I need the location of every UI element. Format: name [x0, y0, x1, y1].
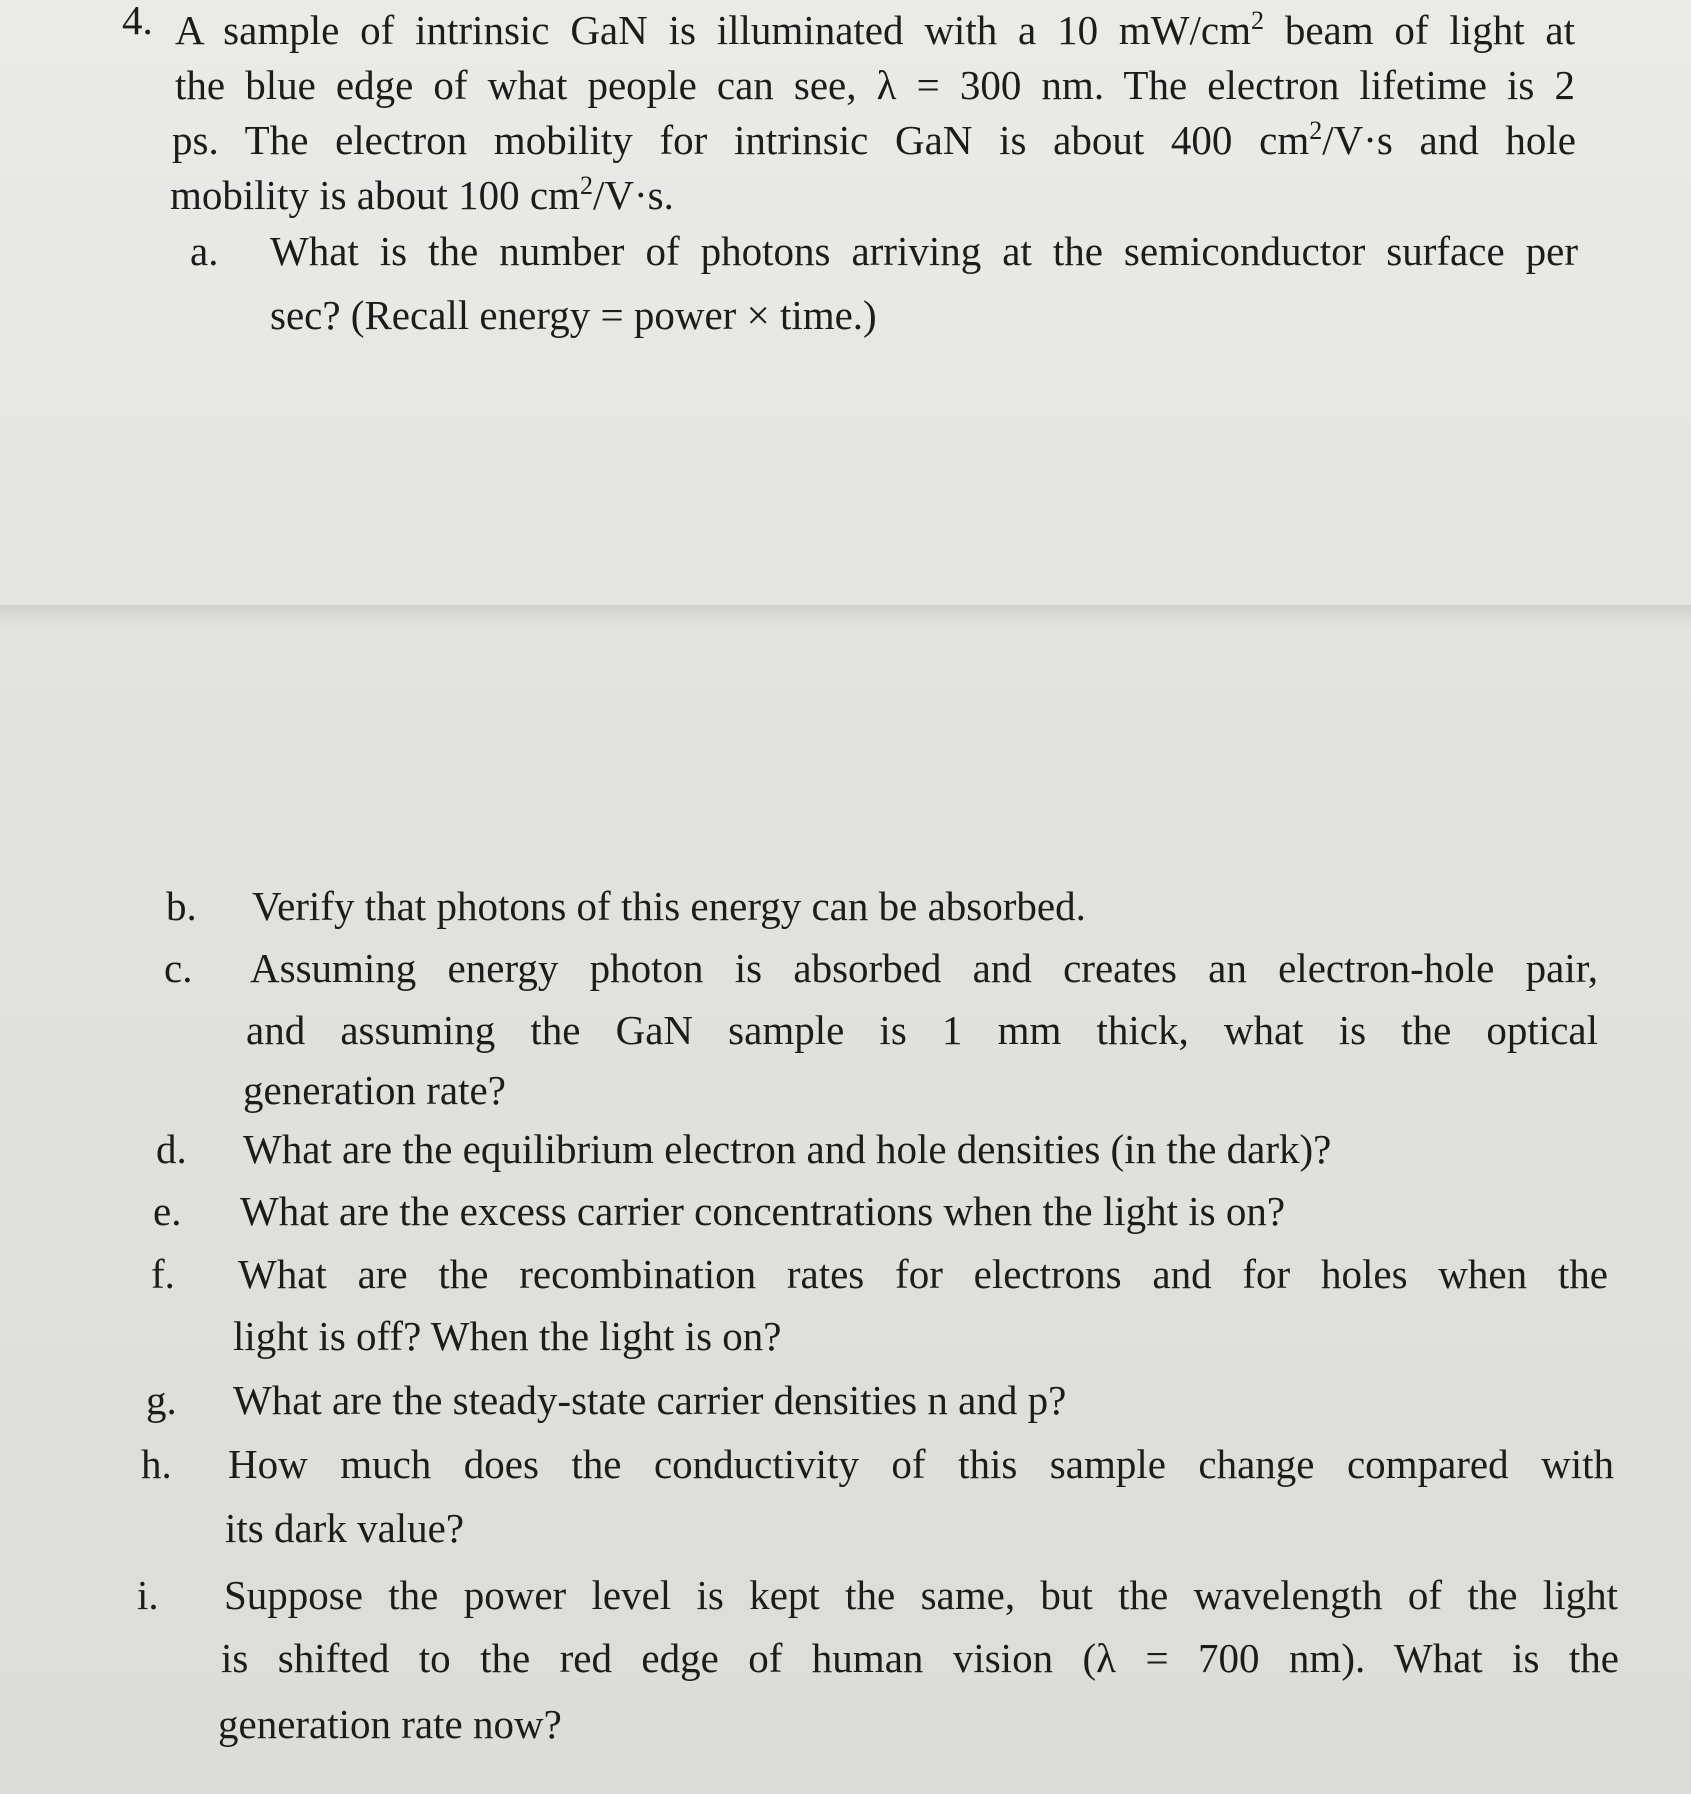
- page-fold: [0, 605, 1691, 627]
- part-c-line-3: generation rate?: [243, 1067, 506, 1113]
- part-g-line-1: What are the steady-state carrier densities n and p?: [233, 1377, 1067, 1423]
- part-h-marker: h.: [141, 1441, 172, 1487]
- part-i-line-3: generation rate now?: [218, 1701, 562, 1747]
- problem-intro-line-3: ps. The electron mobility for intrinsic GaN is about 400 $cm^2/V\cdot s$ and hole: [172, 116, 1576, 163]
- part-e-marker: e.: [153, 1188, 182, 1234]
- part-d-line-1: What are the equilibrium electron and hole densities (in the dark)?: [243, 1126, 1332, 1172]
- part-c-marker: c.: [164, 945, 193, 991]
- problem-number: 4.: [122, 0, 153, 43]
- problem-intro-line-2: the blue edge of what people can see, λ = 300 nm. The electron lifetime is 2: [175, 62, 1575, 108]
- part-c-line-2: and assuming the GaN sample is 1 mm thick, what is the optical: [246, 1007, 1598, 1053]
- part-a-marker: a.: [190, 228, 219, 274]
- part-b-line-1: Verify that photons of this energy can be absorbed.: [252, 883, 1086, 929]
- part-i-line-2: is shifted to the red edge of human vision (λ = 700 nm). What is the: [221, 1635, 1619, 1681]
- part-h-line-2: its dark value?: [225, 1505, 465, 1551]
- part-i-marker: i.: [137, 1572, 159, 1618]
- part-b-marker: b.: [166, 883, 197, 929]
- part-e-line-1: What are the excess carrier concentrations when the light is on?: [240, 1188, 1286, 1234]
- part-a-line-2: sec? (Recall energy = power × time.): [270, 292, 877, 338]
- part-d-marker: d.: [156, 1126, 187, 1172]
- part-a-line-1: What is the number of photons arriving at the semiconductor surface per: [270, 228, 1578, 274]
- part-f-line-1: What are the recombination rates for electrons and for holes when the: [238, 1251, 1608, 1297]
- part-i-line-1: Suppose the power level is kept the same, but the wavelength of the light: [224, 1572, 1618, 1618]
- part-g-marker: g.: [146, 1377, 177, 1423]
- problem-intro-line-4: mobility is about 100 $cm^2/V\cdot s$.: [170, 171, 674, 218]
- part-f-line-2: light is off? When the light is on?: [233, 1313, 782, 1359]
- part-c-line-1: Assuming energy photon is absorbed and creates an electron-hole pair,: [250, 945, 1598, 991]
- part-f-marker: f.: [151, 1251, 175, 1297]
- part-h-line-1: How much does the conductivity of this sample change compared with: [228, 1441, 1614, 1487]
- problem-intro-line-1: A sample of intrinsic GaN is illuminated with a 10 $mW/cm^2$ beam of light at: [175, 6, 1576, 53]
